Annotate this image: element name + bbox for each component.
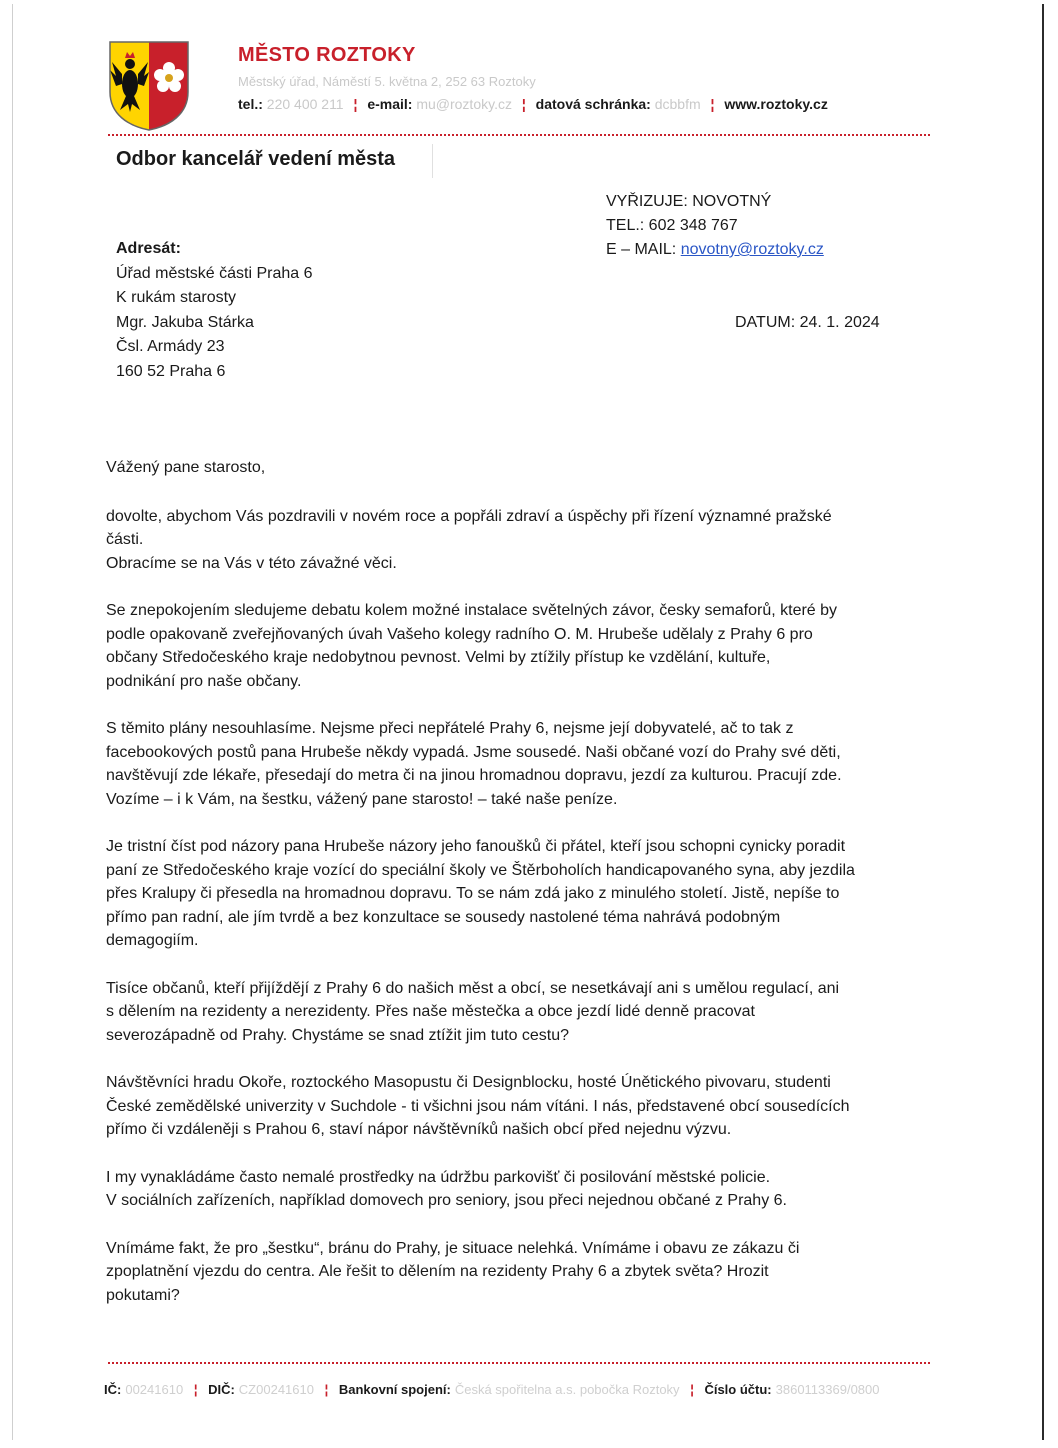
separator: ¦ bbox=[690, 1382, 694, 1397]
paragraph: S těmito plány nesouhlasíme. Nejsme přeci nepřátelé Prahy 6, nejsme její dobyvatelé, ač to tak z facebookových postů pana Hrubeše někdy vypadá. Jsme sousedé. Naši občané vozí do Prahy své děti, navštěvují zde lékaře, přesedají do metra či na jinou hromadnou dopravu, jezdí za kulturou. Pracují zde. Vozíme – i k Vám, na šestku, vážený pane starosto! – také naše peníze. bbox=[106, 720, 842, 808]
account-value: 3860113369/0800 bbox=[775, 1382, 880, 1397]
databox-value: dcbbfm bbox=[654, 96, 701, 112]
department-divider bbox=[432, 144, 433, 178]
town-crest-icon bbox=[108, 40, 190, 132]
addressee-line: 160 52 Praha 6 bbox=[116, 362, 226, 380]
databox-label: datová schránka: bbox=[535, 96, 651, 112]
separator: ¦ bbox=[521, 96, 526, 112]
email-label: e-mail: bbox=[367, 96, 413, 112]
letter-body bbox=[106, 456, 936, 1331]
website-link[interactable]: www.roztoky.cz bbox=[724, 96, 828, 112]
addressee-line: Úřad městské části Praha 6 bbox=[116, 264, 313, 282]
addressee-line: Mgr. Jakuba Stárka bbox=[116, 313, 254, 331]
separator: ¦ bbox=[324, 1382, 329, 1397]
salutation: Vážený pane starosto, bbox=[106, 459, 266, 476]
email-value[interactable]: mu@roztoky.cz bbox=[416, 96, 512, 112]
paragraph: dovolte, abychom Vás pozdravili v novém roce a popřáli zdraví a úspěchy při řízení významné pražské části. Obracíme se na Vás v této závažné věci. bbox=[106, 507, 832, 572]
bank-value: Česká spořitelna a.s. pobočka Roztoky bbox=[454, 1382, 680, 1397]
addressee-block bbox=[116, 237, 313, 384]
dic-label: DIČ: bbox=[208, 1382, 235, 1397]
paragraph: I my vynakládáme často nemalé prostředky na údržbu parkovišť či posilování městské policie. V sociálních zařízeních, například domovech pro seniory, jsou přeci nejednou občané z Prahy 6. bbox=[106, 1168, 787, 1209]
header-divider bbox=[108, 134, 930, 136]
town-name: MĚSTO ROZTOKY bbox=[238, 44, 416, 66]
handler-name: VYŘIZUJE: NOVOTNÝ bbox=[606, 193, 772, 210]
separator: ¦ bbox=[353, 96, 358, 112]
account-label: Číslo účtu: bbox=[704, 1382, 772, 1397]
tel-value: 220 400 211 bbox=[266, 96, 344, 112]
separator: ¦ bbox=[193, 1382, 198, 1397]
letter-date: DATUM: 24. 1. 2024 bbox=[735, 314, 880, 331]
handler-email-line bbox=[606, 238, 824, 262]
tel-label: tel.: bbox=[238, 96, 263, 112]
addressee-heading: Adresát: bbox=[116, 240, 181, 257]
paragraph: Se znepokojením sledujeme debatu kolem možné instalace světelných závor, česky semaforů, které by podle opakovaně zveřejňovaných úvah Vašeho kolegy radního O. M. Hrubeše udělaly z Prahy 6 pro občany Středočeského kraje nedobytnou pevnost. Velmi by ztížily přístup ke vzdělání, kultuře, podnikání pro naše občany. bbox=[106, 602, 838, 690]
letterhead-contacts bbox=[238, 96, 828, 112]
ic-label: IČ: bbox=[104, 1382, 122, 1397]
department-title: Odbor kancelář vedení města bbox=[116, 148, 396, 170]
paragraph: Je tristní číst pod názory pana Hrubeše názory jeho fanoušků či přátel, kteří jsou schopni cynicky poradit paní ze Středočeského kraje vozící do speciální školy ve Štěrboholích handicapovaného syna, aby jezdila přes Kralupy či přesedla na hromadnou dopravu. To se nám zdá jako z minulého století. Jistě, nepíše to přímo pan radní, ale jím tvrdě a bez konzultace se sousedy nastolené téma nahrává podobným demagogiím. bbox=[106, 838, 855, 949]
footer-divider bbox=[108, 1362, 930, 1364]
addressee-line: K rukám starosty bbox=[116, 289, 237, 306]
paragraph: Vnímáme fakt, že pro „šestku“, bránu do Prahy, je situace nelehká. Vnímáme i obavu ze zákazu či zpoplatnění vjezdu do centra. Ale řešit to dělením na rezidenty Prahy 6 a zbytek světa? Hrozit pokutami? bbox=[106, 1239, 800, 1304]
paragraph: Tisíce občanů, kteří přijíždějí z Prahy 6 do našich měst a obcí, se nesetkávají ani s umělou regulací, ani s dělením na rezidenty a nerezidenty. Přes naše městečka a obce jezdí lidé denně pracovat severozápadně od Prahy. Chystáme se snad ztížit jim tuto cestu? bbox=[106, 979, 840, 1044]
footer bbox=[104, 1382, 880, 1397]
handler-phone: TEL.: 602 348 767 bbox=[606, 217, 738, 234]
separator: ¦ bbox=[710, 96, 715, 112]
bank-label: Bankovní spojení: bbox=[338, 1382, 451, 1397]
handler-email-label: E – MAIL: bbox=[606, 241, 681, 258]
handler-email-link[interactable]: novotny@roztoky.cz bbox=[680, 241, 824, 258]
office-address: Městský úřad, Náměstí 5. května 2, 252 63 Roztoky bbox=[238, 74, 536, 89]
paragraph: Návštěvníci hradu Okoře, roztockého Masopustu či Designblocku, hosté Únětického pivovaru, studenti České zemědělské univerzity v Suchdole - ti všichni jsou nám vítáni. I nás, představené obcí sousedících přímo či vzdáleněji s Prahou 6, staví nápor návštěvníků našich obcí před nejednu výzvu. bbox=[106, 1074, 850, 1138]
ic-value: 00241610 bbox=[125, 1382, 184, 1397]
handler-block bbox=[606, 190, 824, 262]
dic-value: CZ00241610 bbox=[238, 1382, 314, 1397]
addressee-line: Čsl. Armády 23 bbox=[116, 338, 225, 355]
